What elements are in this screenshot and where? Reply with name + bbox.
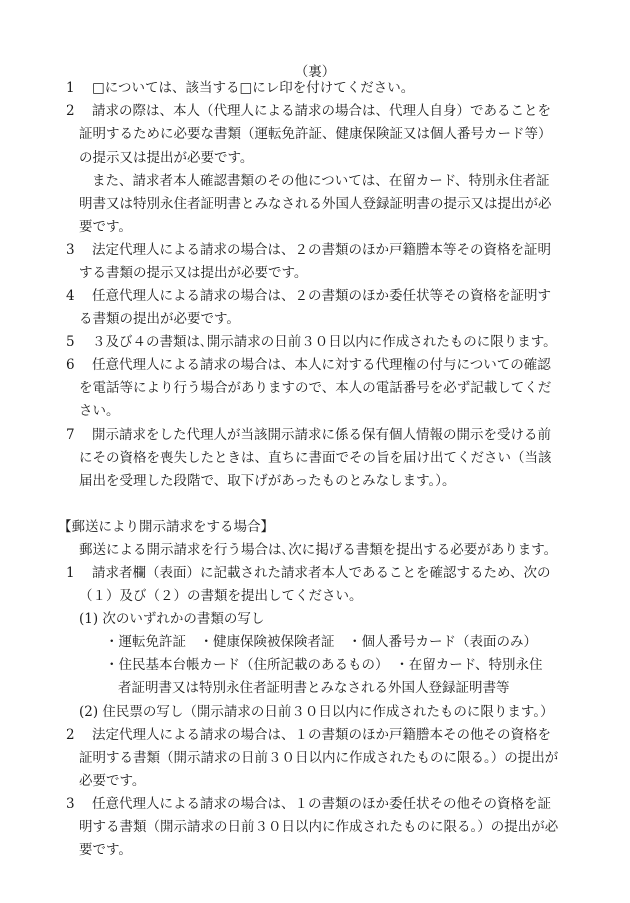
note-7-line-3: 届出を受理した段階で、取下げがあったものとみなします。）。 bbox=[79, 473, 456, 489]
mail-section-heading: 【郵送により開示請求をする場合】 bbox=[58, 519, 274, 535]
note-7-line-1: 開示請求をした代理人が当該開示請求に係る保有個人情報の開示を受ける前 bbox=[92, 427, 551, 443]
mail-sub-1: (1) 次のいずれかの書類の写し bbox=[79, 611, 265, 627]
mail-item-3-line-1: 任意代理人による請求の場合は、１の書類のほか委任状その他その資格を証 bbox=[92, 796, 551, 812]
mail-item-3-line-2: 明する書類（開示請求の日前３０日以内に作成されたものに限る。）の提出が必 bbox=[79, 819, 559, 835]
note-2-line-6: 要です。 bbox=[79, 219, 132, 235]
note-6-line-1: 任意代理人による請求の場合は、本人に対する代理権の付与についての確認 bbox=[92, 357, 551, 373]
note-4-line-2: る書類の提出が必要です。 bbox=[79, 311, 240, 327]
note-4-number: 4 bbox=[66, 288, 75, 304]
note-2-line-5: 明書又は特別永住者証明書とみなされる外国人登録証明書の提示又は提出が必 bbox=[79, 196, 552, 212]
note-5-line-1: ３及び４の書類は､開示請求の日前３０日以内に作成されたものに限ります。 bbox=[92, 334, 557, 350]
mail-bullets-line-2: ・住民基本台帳カード（住所記載のあるもの） ・在留カード、特別永住 bbox=[105, 657, 543, 673]
mail-item-2-number: 2 bbox=[66, 727, 75, 743]
note-1-number: 1 bbox=[66, 80, 75, 96]
note-6-number: 6 bbox=[66, 357, 75, 373]
note-3-number: 3 bbox=[66, 242, 75, 258]
mail-item-3-number: 3 bbox=[66, 796, 75, 812]
note-4-line-1: 任意代理人による請求の場合は、２の書類のほか委任状等その資格を証明す bbox=[92, 288, 551, 304]
note-7-number: 7 bbox=[66, 427, 75, 443]
note-5-number: 5 bbox=[66, 334, 75, 350]
note-2-line-2: 証明するために必要な書類（運転免許証、健康保険証又は個人番号カード等） bbox=[79, 126, 552, 142]
mail-item-1-number: 1 bbox=[66, 565, 75, 581]
note-6-line-3: さい。 bbox=[79, 403, 120, 419]
mail-item-1-line-2: （１）及び（２）の書類を提出してください。 bbox=[79, 588, 363, 604]
mail-bullets-line-1: ・運転免許証 ・健康保険被保険者証 ・個人番号カード（表面のみ） bbox=[105, 634, 537, 650]
mail-item-2-line-1: 法定代理人による請求の場合は、１の書類のほか戸籍謄本その他その資格を bbox=[92, 727, 551, 743]
note-3-line-1: 法定代理人による請求の場合は、２の書類のほか戸籍謄本等その資格を証明 bbox=[92, 242, 551, 258]
mail-item-3-line-3: 要です。 bbox=[79, 842, 132, 858]
mail-intro: 郵送による開示請求を行う場合は､次に掲げる書類を提出する必要があります。 bbox=[79, 542, 558, 558]
mail-item-2-line-3: 必要です。 bbox=[79, 773, 146, 789]
note-2-line-4: また、請求者本人確認書類のその他については、在留カード、特別永住者証 bbox=[92, 173, 550, 189]
note-2-line-3: の提示又は提出が必要です。 bbox=[79, 150, 254, 166]
page-title: （裏） bbox=[294, 64, 336, 80]
note-1-line-1: □については、該当する□にレ印を付けてください。 bbox=[92, 80, 415, 96]
note-6-line-2: を電話等により行う場合がありますので、本人の電話番号を必ず記載してくだ bbox=[79, 380, 552, 396]
note-7-line-2: にその資格を喪失したときは、直ちに書面でその旨を届け出てください（当該 bbox=[79, 450, 552, 466]
note-2-line-1: 請求の際は、本人（代理人による請求の場合は、代理人自身）であることを bbox=[92, 103, 551, 119]
mail-bullets-line-3: 者証明書又は特別永住者証明書とみなされる外国人登録証明書等 bbox=[118, 680, 510, 696]
mail-item-2-line-2: 証明する書類（開示請求の日前３０日以内に作成されたものに限る。）の提出が bbox=[79, 750, 559, 766]
note-3-line-2: する書類の提示又は提出が必要です。 bbox=[79, 265, 308, 281]
note-2-number: 2 bbox=[66, 103, 75, 119]
mail-sub-2: (2) 住民票の写し（開示請求の日前３０日以内に作成されたものに限ります。） bbox=[79, 704, 554, 720]
mail-item-1-line-1: 請求者欄（表面）に記載された請求者本人であることを確認するため、次の bbox=[92, 565, 551, 581]
